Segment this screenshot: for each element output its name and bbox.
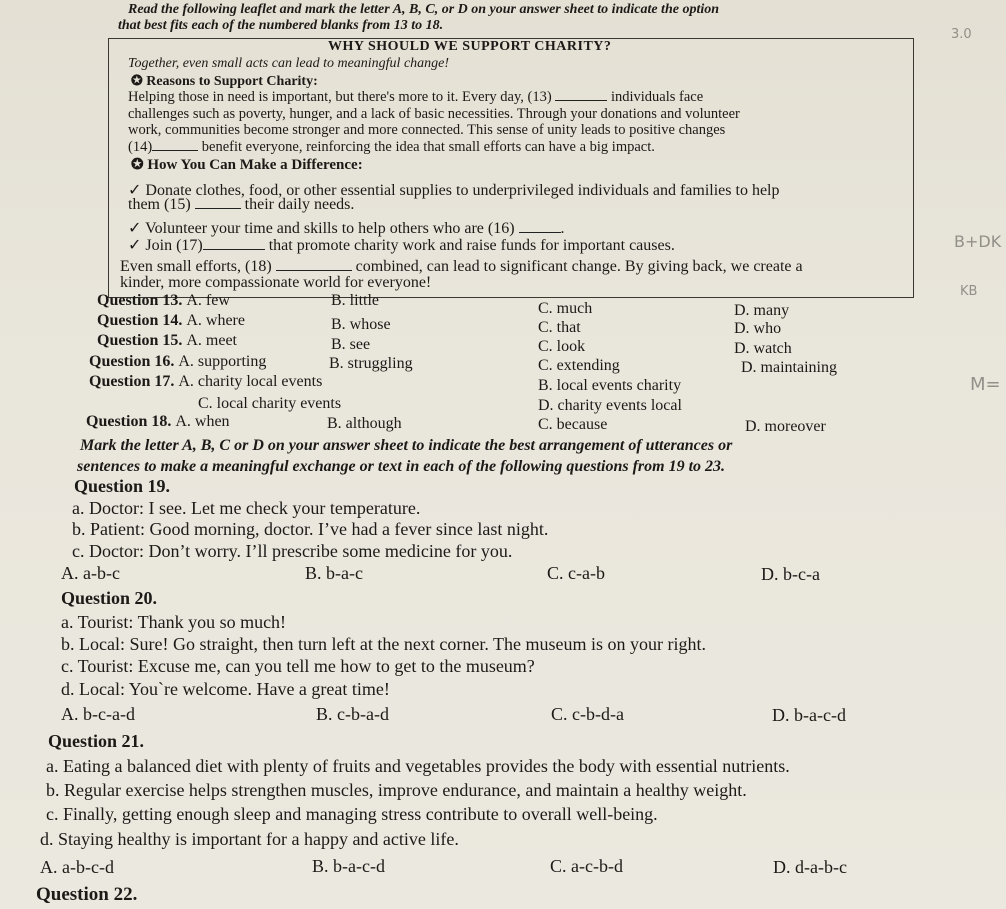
q16-option-b[interactable]: B. struggling	[329, 355, 413, 372]
q18-option-b[interactable]: B. although	[327, 415, 402, 432]
q21-option-c[interactable]: C. a-c-b-d	[550, 856, 623, 876]
q14-option-b[interactable]: B. whose	[331, 316, 391, 333]
q13-option-b[interactable]: B. little	[331, 292, 379, 309]
q18-option-a[interactable]: A. when	[175, 413, 230, 430]
q14-option-a[interactable]: A. where	[186, 312, 245, 329]
q14-option-c[interactable]: C. that	[538, 319, 581, 336]
q13-option-d[interactable]: D. many	[734, 302, 790, 319]
q17-option-d[interactable]: D. charity events local	[538, 397, 682, 414]
paragraph1-line3: work, communities become stronger and more connected. This sense of unity leads to positive changes	[128, 122, 726, 138]
arrangement-instruction-line2: sentences to make a meaningful exchange or text in each of the following questions from 19 to 23.	[77, 458, 726, 475]
blank-15[interactable]	[195, 207, 241, 209]
q16-option-d[interactable]: D. maintaining	[741, 359, 837, 376]
q21-option-b[interactable]: B. b-a-c-d	[312, 856, 385, 876]
q20-utterance-b: b. Local: Sure! Go straight, then turn left at the next corner. The museum is on your right.	[61, 634, 707, 654]
question-13-label: Question 13. A. few	[97, 292, 230, 309]
q15-option-c[interactable]: C. look	[538, 338, 586, 355]
q19-option-b[interactable]: B. b-a-c	[305, 563, 363, 583]
paragraph1-line1: Helping those in need is important, but there's more to it. Every day, (13) individuals face	[128, 89, 704, 105]
blank-16[interactable]	[519, 231, 561, 233]
blank-13[interactable]	[555, 99, 607, 101]
q20-utterance-d: d. Local: You`re welcome. Have a great time!	[61, 679, 390, 699]
q19-utterance-a: a. Doctor: I see. Let me check your temperature.	[72, 498, 421, 518]
checkmark-icon: ✓	[128, 220, 142, 237]
paragraph1-line2: challenges such as poverty, hunger, and a lack of basic necessities. Through your donations and volunteer	[128, 106, 740, 122]
bullet3: ✓ Join (17) that promote charity work and raise funds for important causes.	[128, 237, 675, 254]
q20-option-d[interactable]: D. b-a-c-d	[772, 705, 846, 725]
question-17-label: Question 17. A. charity local events	[89, 373, 323, 390]
q20-utterance-a: a. Tourist: Thank you so much!	[61, 612, 287, 632]
question-18-label: Question 18. A. when	[86, 413, 230, 430]
paragraph2-line1: Even small efforts, (18) combined, can lead to significant change. By giving back, we create a	[120, 258, 803, 275]
q16-option-c[interactable]: C. extending	[538, 357, 620, 374]
q20-option-b[interactable]: B. c-b-a-d	[316, 704, 389, 724]
question-22-title: Question 22.	[36, 884, 138, 905]
leaflet-subtitle: Together, even small acts can lead to meaningful change!	[128, 56, 450, 71]
q17-option-a[interactable]: A. charity local events	[178, 373, 323, 390]
circle-bullet-icon: ✪	[131, 157, 148, 173]
q18-option-d[interactable]: D. moreover	[745, 418, 826, 435]
q13-option-c[interactable]: C. much	[538, 300, 593, 317]
q21-option-d[interactable]: D. d-a-b-c	[773, 857, 847, 877]
q15-option-b[interactable]: B. see	[331, 336, 371, 353]
q13-option-a[interactable]: A. few	[186, 292, 230, 309]
q21-sentence-a: a. Eating a balanced diet with plenty of fruits and vegetables provides the body with essential nutrients.	[46, 756, 790, 776]
margin-note: KB	[960, 284, 978, 299]
blank-14[interactable]	[152, 149, 198, 151]
question-16-label: Question 16. A. supporting	[89, 353, 267, 370]
arrangement-instruction-line1: Mark the letter A, B, C or D on your answer sheet to indicate the best arrangement of utterances or	[80, 437, 733, 454]
bullet2: ✓ Volunteer your time and skills to help others who are (16) .	[128, 220, 565, 237]
q20-option-c[interactable]: C. c-b-d-a	[551, 704, 624, 724]
margin-note: B+DK	[954, 232, 1002, 251]
section-reasons-heading: ✪ Reasons to Support Charity:	[131, 74, 318, 89]
q19-option-a[interactable]: A. a-b-c	[61, 563, 120, 583]
q20-utterance-c: c. Tourist: Excuse me, can you tell me how to get to the museum?	[61, 656, 535, 676]
q21-sentence-b: b. Regular exercise helps strengthen muscles, improve endurance, and maintain a healthy weight.	[46, 780, 747, 800]
paragraph2-line2: kinder, more compassionate world for everyone!	[120, 274, 432, 291]
question-19-title: Question 19.	[74, 476, 171, 496]
q17-option-c[interactable]: C. local charity events	[198, 395, 342, 412]
bullet1-line2: them (15) their daily needs.	[128, 196, 355, 213]
bullet1-line1: ✓ Donate clothes, food, or other essential supplies to underprivileged individuals and families to help	[128, 182, 780, 199]
q17-option-b[interactable]: B. local events charity	[538, 377, 682, 394]
q21-sentence-c: c. Finally, getting enough sleep and managing stress contribute to overall well-being.	[46, 804, 658, 824]
q18-option-c[interactable]: C. because	[538, 416, 608, 433]
q14-option-d[interactable]: D. who	[734, 320, 782, 337]
q19-utterance-b: b. Patient: Good morning, doctor. I’ve had a fever since last night.	[72, 519, 549, 539]
question-21-title: Question 21.	[48, 731, 145, 751]
checkmark-icon: ✓	[128, 237, 142, 254]
question-14-label: Question 14. A. where	[97, 312, 245, 329]
blank-18[interactable]	[276, 269, 352, 271]
margin-note: 3.0	[951, 27, 972, 42]
margin-note: M=	[970, 374, 1001, 395]
checkmark-icon: ✓	[128, 182, 142, 199]
q19-utterance-c: c. Doctor: Don’t worry. I’ll prescribe some medicine for you.	[72, 541, 513, 561]
reading-instruction-line2: that best fits each of the numbered blanks from 13 to 18.	[118, 18, 444, 33]
q15-option-a[interactable]: A. meet	[186, 332, 237, 349]
q16-option-a[interactable]: A. supporting	[178, 353, 267, 370]
q21-sentence-d: d. Staying healthy is important for a happy and active life.	[40, 829, 459, 849]
paragraph1-line4: (14) benefit everyone, reinforcing the idea that small efforts can have a big impact.	[128, 139, 655, 155]
q15-option-d[interactable]: D. watch	[734, 340, 792, 357]
q21-option-a[interactable]: A. a-b-c-d	[40, 857, 114, 877]
q20-option-a[interactable]: A. b-c-a-d	[61, 704, 135, 724]
blank-17[interactable]	[203, 248, 265, 250]
q19-option-c[interactable]: C. c-a-b	[547, 563, 605, 583]
section-difference-heading: ✪ How You Can Make a Difference:	[131, 157, 363, 173]
reading-instruction-line1: Read the following leaflet and mark the letter A, B, C, or D on your answer sheet to indicate the option	[128, 2, 720, 17]
q19-option-d[interactable]: D. b-c-a	[761, 564, 820, 584]
circle-bullet-icon: ✪	[131, 74, 147, 89]
question-15-label: Question 15. A. meet	[97, 332, 237, 349]
leaflet-title: WHY SHOULD WE SUPPORT CHARITY?	[328, 39, 612, 54]
question-20-title: Question 20.	[61, 588, 158, 608]
